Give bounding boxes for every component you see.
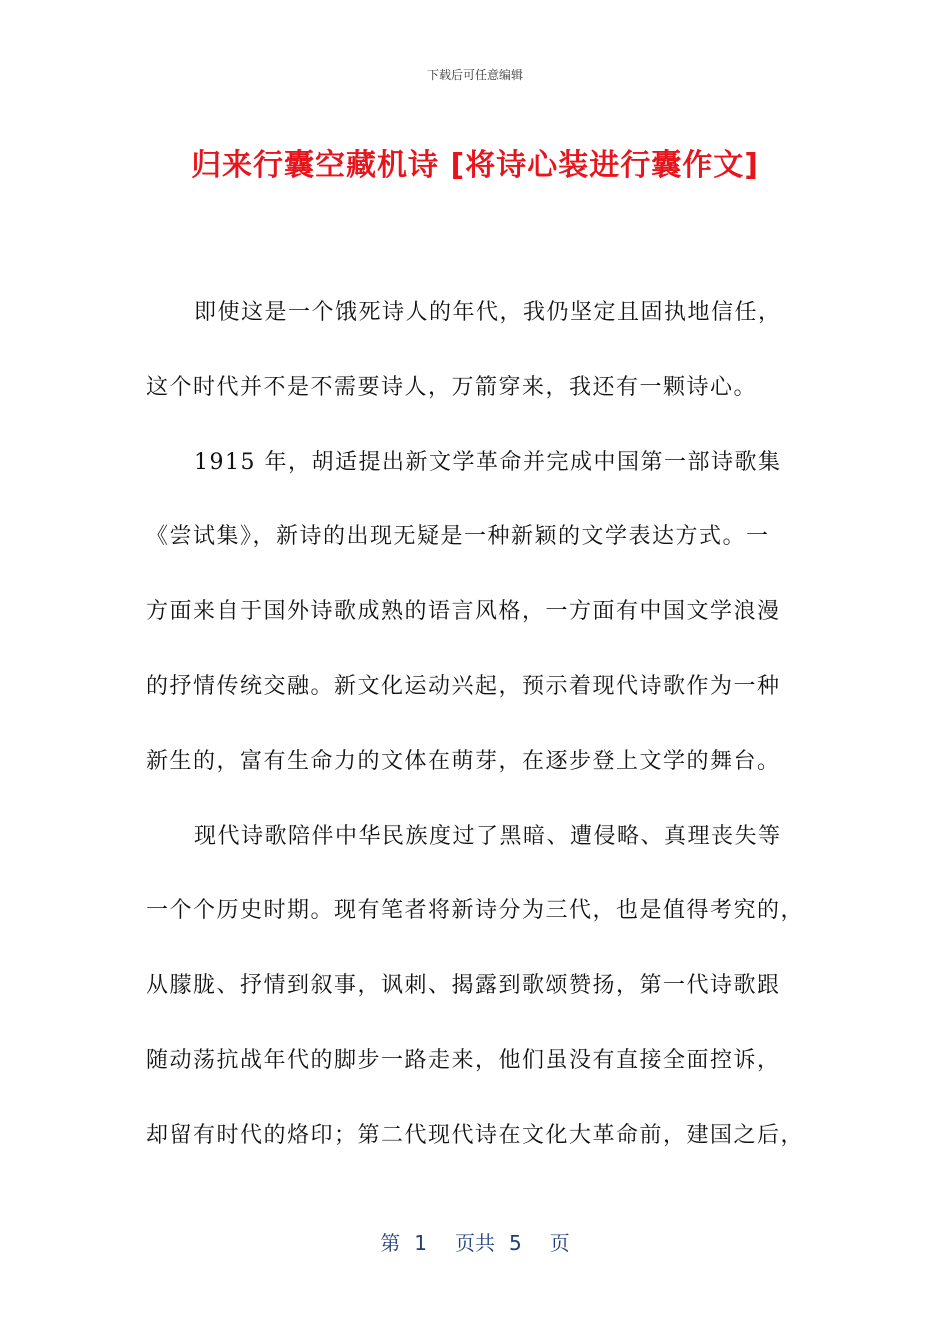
document-body — [146, 276, 816, 1174]
paragraph-line: 却留有时代的烙印；第二代现代诗在文化大革命前，建国之后， — [146, 1122, 805, 1148]
paragraph-line: 即使这是一个饿死诗人的年代，我仍坚定且固执地信任， — [194, 300, 782, 325]
footer-middle: 页共 — [455, 1231, 495, 1255]
footer-total-pages: 5 — [509, 1231, 522, 1255]
page-footer — [0, 1227, 950, 1256]
paragraph-line: 随动荡抗战年代的脚步一路走来，他们虽没有直接全面控诉， — [146, 1047, 781, 1073]
paragraph-line: 《尝试集》，新诗的出现无疑是一种新颖的文学表达方式。一 — [146, 524, 770, 550]
paragraph-line: 现代诗歌陪伴中华民族度过了黑暗、遭侵略、真理丧失等 — [194, 823, 782, 849]
paragraph-line: 一个个历史时期。现有笔者将新诗分为三代，也是值得考究的， — [146, 898, 805, 924]
paragraph-line: 的抒情传统交融。新文化运动兴起，预示着现代诗歌作为一种 — [146, 673, 781, 699]
paragraph-line: 从朦胧、抒情到叙事，讽刺、揭露到歌颂赞扬，第一代诗歌跟 — [146, 973, 781, 999]
paragraph-line: 新生的，富有生命力的文体在萌芽，在逐步登上文学的舞台。 — [146, 748, 781, 774]
footer-page-number: 1 — [414, 1231, 427, 1255]
paragraph-line: 方面来自于国外诗歌成熟的语言风格，一方面有中国文学浪漫 — [146, 599, 781, 625]
footer-suffix: 页 — [549, 1231, 570, 1255]
footer-prefix: 第 — [380, 1231, 401, 1255]
paragraph-line: 这个时代并不是不需要诗人，万箭穿来，我还有一颗诗心。 — [146, 374, 758, 400]
header-note: 下载后可任意编辑 — [426, 68, 523, 82]
paragraph-line: 1915 年，胡适提出新文学革命并完成中国第一部诗歌集 — [194, 449, 782, 475]
document-title: 归来行囊空藏机诗 [将诗心装进行囊作文] — [191, 148, 759, 183]
